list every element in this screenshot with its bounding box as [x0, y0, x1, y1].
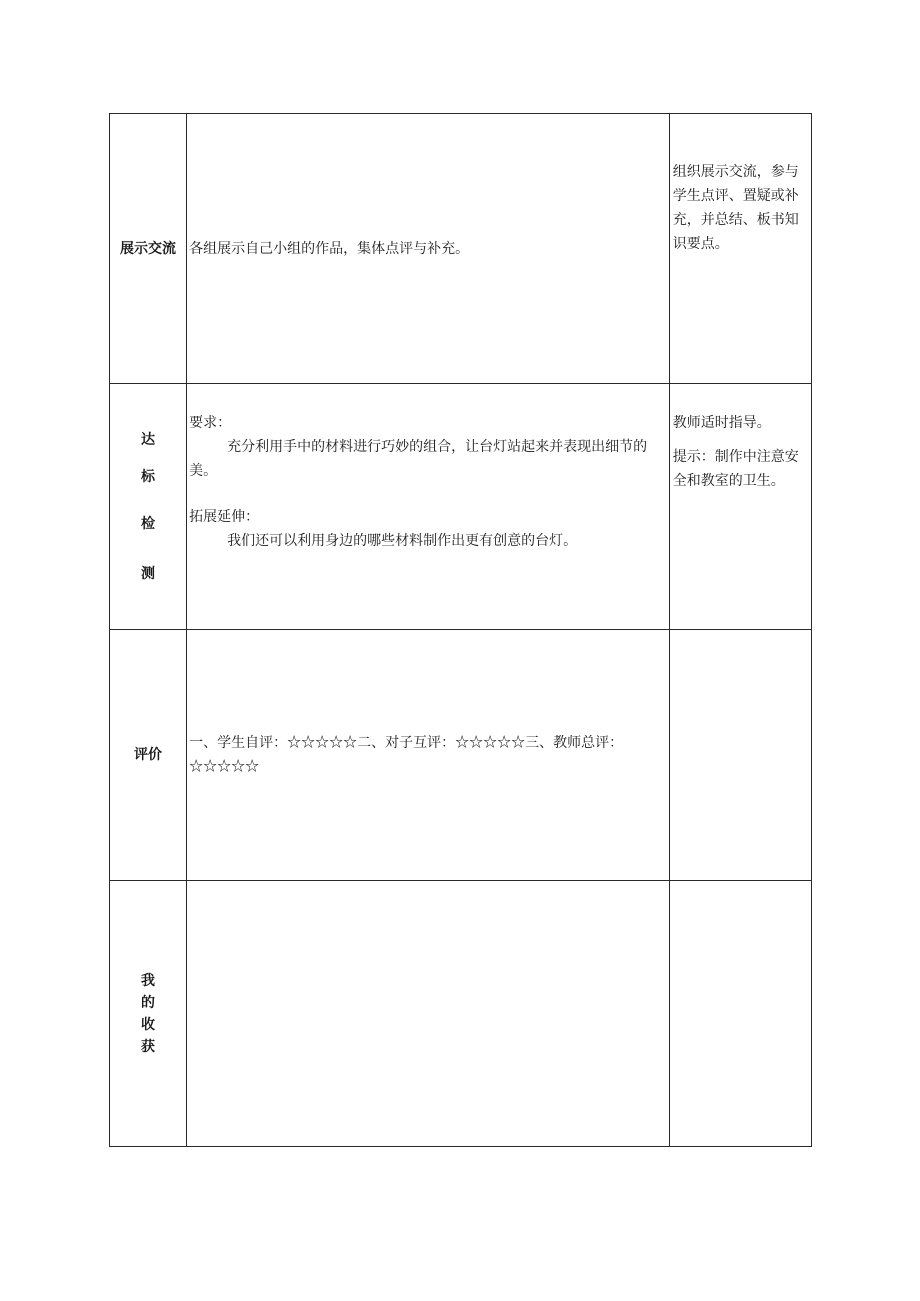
stage-char: 获	[141, 1038, 156, 1055]
table-row	[110, 630, 812, 881]
stage-char: 的	[141, 994, 156, 1011]
stage-char: 标	[141, 468, 156, 485]
teacher-cell	[669, 384, 811, 630]
activity-text: 各组展示自己小组的作品，集体点评与补充。	[189, 240, 470, 257]
teacher-tip: 提示：制作中注意安全和教室的卫生。	[672, 449, 799, 489]
teacher-cell	[669, 114, 811, 384]
table-row	[110, 881, 812, 1147]
table-row	[110, 384, 812, 630]
teacher-cell	[669, 630, 811, 881]
stage-label	[110, 384, 187, 630]
teacher-text: 组织展示交流，参与学生点评、置疑或补充，并总结、板书知识要点。	[672, 164, 799, 252]
stage-label	[110, 881, 187, 1147]
requirement-text: 充分利用手中的材料进行巧妙的组合，让台灯站起来并表现出细节的美。	[189, 439, 648, 479]
teacher-cell	[669, 881, 811, 1147]
evaluation-text: 一、学生自评：☆☆☆☆☆二、对子互评：☆☆☆☆☆三、教师总评：☆☆☆☆☆	[189, 735, 624, 775]
activity-cell	[187, 114, 670, 384]
stage-char: 收	[141, 1016, 156, 1033]
stage-char: 测	[141, 565, 156, 582]
activity-cell	[187, 384, 670, 630]
extension-label: 拓展延伸：	[189, 509, 260, 525]
stage-char: 达	[141, 431, 156, 448]
teacher-guide: 教师适时指导。	[672, 415, 771, 431]
stage-char: 我	[141, 972, 156, 989]
stage-label: 展示交流	[110, 114, 187, 384]
stage-label: 评价	[110, 630, 187, 881]
harvest-cell	[187, 881, 670, 1147]
requirement-label: 要求：	[189, 415, 232, 431]
stage-char: 检	[141, 515, 156, 532]
extension-text: 我们还可以利用身边的哪些材料制作出更有创意的台灯。	[227, 533, 578, 549]
table-row	[110, 114, 812, 384]
evaluation-cell	[187, 630, 670, 881]
lesson-plan-table	[109, 113, 812, 1147]
